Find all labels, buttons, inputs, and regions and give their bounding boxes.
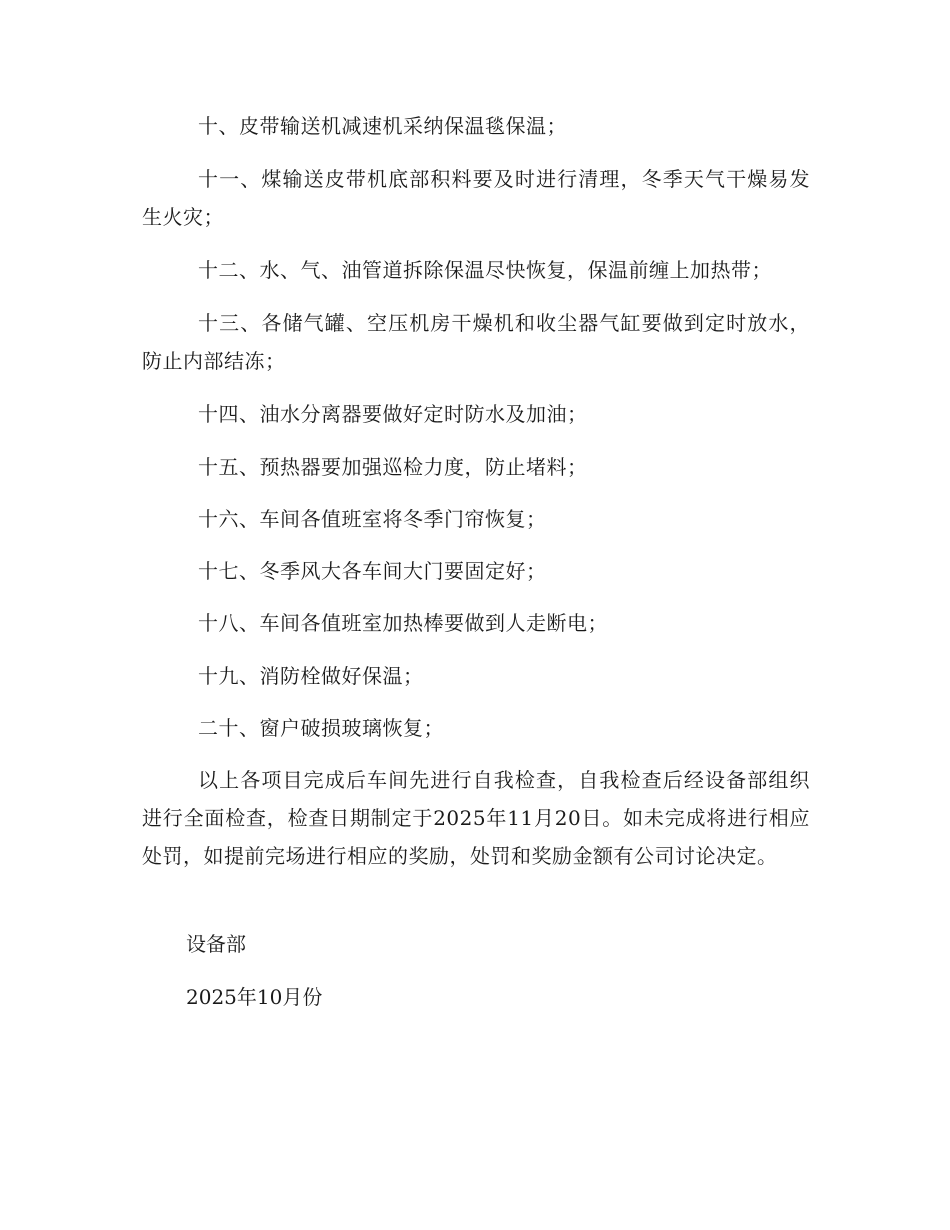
signature-date: 2025年10月份	[186, 985, 323, 1009]
closing-paragraph: 以上各项目完成后车间先进行自我检查，自我检查后经设备部组织进行全面检查，检查日期制定于2025年11月20日。如未完成将进行相应处罚，如提前完场进行相应的奖励，处罚和奖励金额有公司讨论决定。	[142, 768, 810, 868]
item-20: 二十、窗户破损玻璃恢复；	[198, 716, 444, 740]
item-18: 十八、车间各值班室加热棒要做到人走断电；	[198, 611, 608, 635]
item-11: 十一、煤输送皮带机底部积料要及时进行清理，冬季天气干燥易发生火灾；	[142, 167, 810, 229]
item-14: 十四、油水分离器要做好定时防水及加油；	[198, 402, 588, 426]
item-16: 十六、车间各值班室将冬季门帘恢复；	[198, 507, 547, 531]
item-10: 十、皮带输送机减速机采纳保温毯保温；	[198, 114, 567, 138]
item-12: 十二、水、气、油管道拆除保温尽快恢复，保温前缠上加热带；	[198, 258, 772, 282]
item-17: 十七、冬季风大各车间大门要固定好；	[198, 559, 547, 583]
item-13: 十三、各储气罐、空压机房干燥机和收尘器气缸要做到定时放水，防止内部结冻；	[142, 311, 810, 373]
item-19: 十九、消防栓做好保温；	[198, 664, 424, 688]
signature-department: 设备部	[186, 932, 246, 956]
item-15: 十五、预热器要加强巡检力度，防止堵料；	[198, 455, 588, 479]
